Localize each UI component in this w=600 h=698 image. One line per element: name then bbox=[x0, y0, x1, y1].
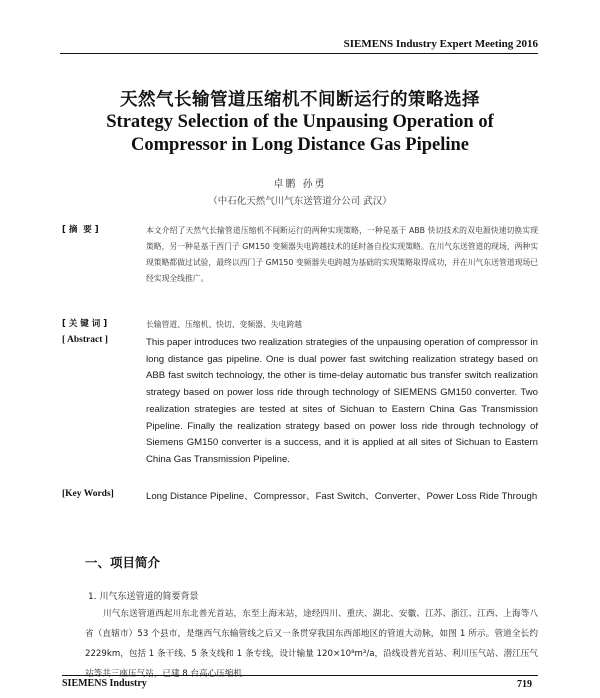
footer-left-text: SIEMENS Industry bbox=[62, 678, 147, 689]
page-footer bbox=[62, 675, 538, 689]
keywords-english bbox=[62, 489, 538, 525]
body-paragraph: 川气东送管道西起川东北普光首站，东至上海末站，途经四川、重庆、湖北、安徽、江苏、浙江、江西、上海等八省（直辖市）53 个县市，是继西气东输管线之后又一条贯穿我国东西部地区的管道大动脉，如图 1 所示。管道全长约 2229km，包括 1 条干线、5 条支线和 1 条专线，设计输量 120×10⁸m³/a，沿线设普光首站、利川压气站、潜江压气站等共三座压气站，已建 8 台高心压缩机 bbox=[85, 609, 538, 679]
keywords-chinese-text: 长输管道、压缩机、快切、变频器、失电跨越 bbox=[146, 320, 302, 329]
keywords-chinese-label: [ 关 键 词 ] bbox=[62, 319, 108, 329]
authors: 卓鹏 孙勇 bbox=[273, 179, 327, 190]
title-english-line-1: Strategy Selection of the Unpausing Operation of bbox=[106, 112, 494, 132]
page-number: 719 bbox=[517, 679, 532, 690]
section-heading: 一、项目简介 bbox=[85, 555, 161, 570]
keywords-chinese bbox=[62, 317, 538, 335]
keywords-english-text: Long Distance Pipeline、Compressor、Fast Switch、Converter、Power Loss Ride Through bbox=[146, 491, 538, 502]
abstract-english-label: [ Abstract ] bbox=[62, 335, 108, 345]
abstract-chinese-text: 本文介绍了天然气长输管道压缩机不间断运行的两种实现策略，一种是基于 ABB 快切技术的双电源快速切换实现策略，另一种是基于西门子 GM150 变频器失电跨越技术的延时备自投实现策略。在川气东送管道的现场，两种实现策略都做过试验，最终以西门子 GM150 变频器失电跨越为基础的实现策略取得成功，并在川气东送管道现场已经实现全线推广。 bbox=[146, 226, 538, 283]
abstract-english-text: This paper introduces two realization strategies of the unpausing operation of compressor in long distance gas pipeline. One is dual power fast switching realization strategy based on ABB fast switch technology, the other is time-delay automatic bus transfer switch realization strategy based on power loss ride through technology of SIEMENS GM150 converter. Two realization strategies are tested at sites of Sichuan to Eastern China Gas Transmission Pipeline. Finally the realization strategy based on power loss ride through technology of Siemens GM150 converter is a success, and it is applied at all sites of Sichuan to Eastern China Gas Transmission Pipeline. bbox=[146, 337, 538, 465]
title-english-line-2: Compressor in Long Distance Gas Pipeline bbox=[131, 135, 469, 155]
keywords-english-label: [Key Words] bbox=[62, 489, 114, 499]
abstract-english bbox=[62, 335, 538, 495]
subsection-heading: 1. 川气东送管道的简要背景 bbox=[88, 592, 199, 602]
title-chinese: 天然气长输管道压缩机不间断运行的策略选择 bbox=[120, 90, 480, 110]
abstract-chinese bbox=[62, 223, 538, 301]
running-header: SIEMENS Industry Expert Meeting 2016 bbox=[60, 38, 538, 54]
abstract-chinese-label: [ 摘 要 ] bbox=[62, 225, 99, 235]
affiliation: （中石化天然气川气东送管道分公司 武汉） bbox=[208, 196, 392, 207]
